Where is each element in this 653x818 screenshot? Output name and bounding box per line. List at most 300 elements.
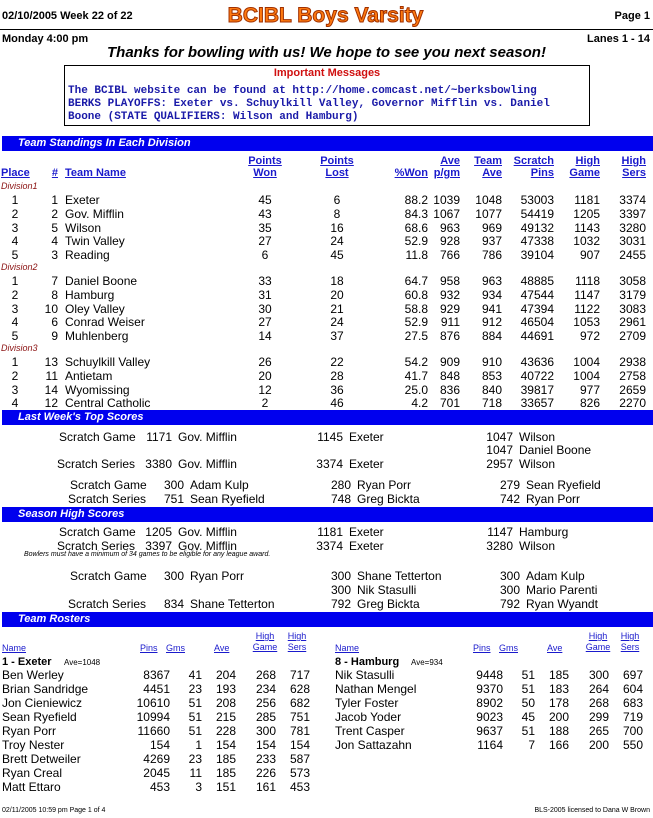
roster-player-stat: 154 [215, 738, 236, 752]
roster-player-stat: 200 [548, 710, 569, 724]
roster-player-stat: 682 [289, 696, 310, 710]
standings-header-pct: %Won [394, 167, 428, 179]
sh-team-series-score: 3397 [145, 539, 172, 553]
roster-header-hgame: High Game [252, 631, 278, 652]
roster-player-stat: 4269 [143, 752, 170, 766]
roster-player-stat: 587 [289, 752, 310, 766]
standings-cell-teamave: 912 [481, 315, 502, 330]
standings-cell-avepg: 848 [439, 368, 460, 383]
lw-ind-game-name: Adam Kulp [190, 478, 249, 492]
standings-cell-avepg: 836 [439, 382, 460, 397]
standings-cell-num: 11 [45, 368, 58, 383]
roster-player-stat: 268 [255, 668, 276, 682]
lw-team-series-score: 3380 [145, 457, 172, 471]
standings-header-lost: Points Lost [320, 155, 354, 179]
standings-cell-pct: 54.2 [404, 355, 428, 369]
standings-cell-won: 31 [258, 287, 272, 302]
standings-cell-hgame: 907 [579, 248, 600, 263]
standings-cell-pins: 54419 [520, 206, 554, 221]
season-high-section-bar: Season High Scores [2, 507, 653, 522]
sh-ind-series-score: 792 [330, 597, 351, 611]
sh-ind-game-name: Adam Kulp [526, 569, 585, 583]
standings-cell-hgame: 1205 [573, 206, 600, 221]
last-week-section-bar: Last Week's Top Scores [2, 410, 653, 425]
roster-player-stat: 453 [149, 780, 170, 794]
roster-header-ave: Ave [214, 643, 230, 653]
roster-player-stat: 51 [521, 668, 535, 682]
standings-cell-pins: 33657 [520, 396, 554, 411]
roster-player-stat: 234 [255, 682, 276, 696]
standings-cell-avepg: 876 [439, 329, 460, 344]
sh-ind-game-score: 300 [499, 569, 520, 583]
standings-cell-place: 1 [11, 274, 19, 288]
roster-header-hsers: High Sers [620, 631, 640, 652]
roster-player-stat: 51 [521, 724, 535, 738]
roster-player-stat: 1164 [477, 738, 503, 752]
standings-cell-hsers: 2938 [619, 355, 646, 369]
standings-header-avepg: Ave p/gm [433, 155, 460, 179]
roster-player-stat: 185 [548, 668, 569, 682]
roster-header-ave: Ave [547, 643, 563, 653]
lw-team-series-label: Scratch Series [57, 457, 136, 471]
standings-header-team: Team Name [65, 167, 126, 179]
roster-team-title: 1 - Exeter [2, 656, 52, 668]
roster-player-stat: 183 [548, 682, 569, 696]
rosters-section-bar: Team Rosters [2, 612, 653, 627]
sh-ind-game-label: Scratch Game [70, 569, 147, 583]
roster-player-name: Nathan Mengel [335, 682, 417, 696]
standings-cell-avepg: 1039 [433, 193, 460, 207]
standings-cell-pins: 44691 [520, 329, 554, 344]
roster-player-stat: 264 [588, 682, 609, 696]
standings-cell-teamave: 1048 [475, 193, 502, 207]
division-label: Division2 [1, 262, 38, 272]
standings-section-bar: Team Standings In Each Division [2, 136, 653, 151]
standings-cell-pins: 39104 [520, 248, 554, 263]
standings-cell-teamave: 910 [481, 355, 502, 369]
standings-cell-hgame: 972 [579, 329, 600, 344]
standings-cell-num: 2 [51, 206, 58, 221]
standings-cell-place: 2 [11, 206, 19, 221]
roster-player-stat: 7 [528, 738, 535, 752]
standings-cell-pct: 41.7 [404, 368, 428, 383]
roster-player-stat: 23 [188, 752, 202, 766]
sh-team-game-name: Exeter [349, 525, 384, 539]
lw-ind-series-score: 751 [163, 492, 184, 506]
roster-player-stat: 697 [622, 668, 643, 682]
standings-cell-teamave: 853 [481, 368, 502, 383]
standings-cell-hgame: 1053 [573, 315, 600, 330]
standings-cell-won: 12 [258, 382, 272, 397]
standings-cell-place: 4 [11, 396, 19, 411]
roster-header-pins: Pins [140, 643, 158, 653]
lanes: Lanes 1 - 14 [587, 33, 650, 45]
page-number: Page 1 [614, 10, 650, 22]
roster-player-stat: 204 [215, 668, 236, 682]
standings-cell-avepg: 963 [439, 220, 460, 235]
standings-cell-lost: 36 [330, 382, 344, 397]
standings-cell-pct: 25.0 [404, 382, 428, 397]
roster-player-stat: 700 [622, 724, 643, 738]
standings-cell-hgame: 1032 [573, 234, 600, 249]
standings-cell-hsers: 3058 [619, 274, 646, 288]
standings-cell-place: 4 [11, 315, 19, 330]
lw-team-game-label: Scratch Game [59, 430, 136, 444]
sh-team-series-score: 3374 [316, 539, 343, 553]
standings-cell-lost: 21 [330, 301, 344, 316]
roster-header-pins: Pins [473, 643, 491, 653]
standings-cell-num: 7 [51, 274, 58, 288]
roster-player-stat: 8367 [143, 668, 170, 682]
footer-license: BLS-2005 licensed to Dana W Brown [534, 807, 650, 814]
standings-cell-won: 27 [258, 315, 272, 330]
roster-player-stat: 208 [215, 696, 236, 710]
standings-cell-place: 3 [11, 220, 19, 235]
standings-cell-team: Reading [65, 248, 110, 263]
sh-ind-game-name: Ryan Porr [190, 569, 245, 583]
standings-cell-pct: 27.5 [404, 329, 428, 344]
standings-cell-pins: 40722 [520, 368, 554, 383]
roster-player-stat: 11 [189, 766, 202, 780]
roster-player-stat: 628 [289, 682, 310, 696]
roster-player-stat: 9448 [476, 668, 503, 682]
lw-team-game-score: 1047 [486, 443, 513, 457]
roster-player-name: Ben Werley [2, 668, 64, 682]
sh-team-series-name: Wilson [519, 539, 556, 553]
roster-player-stat: 51 [188, 696, 202, 710]
standings-cell-pins: 39817 [520, 382, 554, 397]
lw-ind-series-name: Ryan Porr [526, 492, 581, 506]
standings-cell-pins: 46504 [520, 315, 554, 330]
standings-cell-lost: 24 [330, 315, 344, 330]
roster-player-name: Ryan Creal [2, 766, 63, 780]
lw-team-series-score: 3374 [316, 457, 343, 471]
roster-player-stat: 285 [255, 710, 276, 724]
standings-cell-won: 20 [258, 368, 272, 383]
roster-player-stat: 185 [215, 752, 236, 766]
roster-player-stat: 2045 [143, 766, 170, 780]
sh-team-game-label: Scratch Game [59, 525, 136, 539]
roster-team-title: 8 - Hamburg [335, 656, 400, 668]
standings-cell-lost: 16 [330, 220, 344, 235]
standings-cell-hgame: 826 [579, 396, 600, 411]
standings-cell-avepg: 766 [439, 248, 460, 263]
standings-header-hgame: High Game [569, 155, 600, 179]
roster-player-stat: 1 [195, 738, 202, 752]
standings-cell-won: 26 [258, 355, 272, 369]
standings-cell-won: 6 [261, 248, 269, 263]
lw-team-game-name: Exeter [349, 430, 384, 444]
sh-ind-series-score: 792 [499, 597, 520, 611]
lw-ind-game-score: 300 [163, 478, 184, 492]
standings-cell-hsers: 3179 [619, 287, 646, 302]
standings-cell-place: 2 [11, 368, 19, 383]
standings-cell-place: 3 [11, 301, 19, 316]
standings-cell-teamave: 963 [481, 274, 502, 288]
standings-cell-avepg: 932 [439, 287, 460, 302]
standings-cell-place: 4 [11, 234, 19, 249]
sh-ind-series-name: Shane Tetterton [190, 597, 275, 611]
standings-cell-pct: 52.9 [404, 315, 428, 330]
standings-cell-lost: 37 [330, 329, 344, 344]
roster-player-stat: 573 [289, 766, 310, 780]
roster-player-stat: 751 [289, 710, 310, 724]
standings-cell-num: 4 [51, 234, 58, 249]
standings-cell-avepg: 701 [439, 396, 460, 411]
standings-cell-won: 45 [258, 193, 272, 207]
roster-player-stat: 265 [588, 724, 609, 738]
standings-cell-lost: 18 [330, 274, 344, 288]
sh-ind-game-name: Mario Parenti [526, 583, 598, 597]
standings-cell-pct: 60.8 [404, 287, 428, 302]
roster-player-stat: 154 [255, 738, 276, 752]
roster-player-stat: 268 [588, 696, 609, 710]
roster-player-name: Matt Ettaro [2, 780, 61, 794]
date-week: 02/10/2005 Week 22 of 22 [2, 10, 133, 22]
lw-ind-game-label: Scratch Game [70, 478, 147, 492]
standings-cell-avepg: 911 [440, 315, 460, 330]
standings-cell-team: Wilson [65, 220, 102, 235]
standings-header-place: Place [1, 167, 30, 179]
roster-player-stat: 228 [215, 724, 236, 738]
standings-cell-num: 9 [51, 329, 58, 344]
lw-ind-game-score: 279 [499, 478, 520, 492]
message-line: Boone (STATE QUALIFIERS: Wilson and Hamburg) [68, 111, 359, 123]
standings-cell-teamave: 840 [481, 382, 502, 397]
roster-player-name: Troy Nester [2, 738, 65, 752]
roster-player-stat: 683 [622, 696, 643, 710]
roster-player-stat: 717 [289, 668, 310, 682]
sh-team-series-score: 3280 [486, 539, 513, 553]
standings-cell-lost: 24 [330, 234, 344, 249]
important-messages-box [64, 65, 590, 126]
sh-ind-game-score: 300 [330, 569, 351, 583]
standings-cell-num: 12 [44, 396, 58, 411]
roster-player-name: Jacob Yoder [335, 710, 402, 724]
roster-player-stat: 9023 [476, 710, 503, 724]
standings-cell-won: 14 [258, 329, 272, 344]
standings-cell-team: Central Catholic [65, 396, 151, 411]
roster-player-name: Tyler Foster [335, 696, 399, 710]
standings-cell-teamave: 884 [481, 329, 502, 344]
division-label: Division3 [1, 343, 38, 353]
standings-cell-hgame: 1143 [574, 220, 600, 235]
roster-player-name: Brett Detweiler [2, 752, 81, 766]
standings-cell-pct: 58.8 [404, 301, 428, 316]
standings-cell-won: 27 [258, 234, 272, 249]
lw-ind-series-name: Greg Bickta [357, 492, 420, 506]
standings-cell-teamave: 934 [481, 287, 502, 302]
roster-player-stat: 9370 [476, 682, 503, 696]
standings-cell-hsers: 3397 [619, 206, 646, 221]
standings-cell-lost: 22 [330, 355, 344, 369]
standings-cell-avepg: 909 [439, 355, 460, 369]
sh-team-game-name: Hamburg [519, 525, 569, 539]
roster-player-stat: 781 [289, 724, 310, 738]
standings-cell-hgame: 1147 [574, 287, 600, 302]
roster-player-stat: 453 [289, 780, 310, 794]
sh-ind-series-score: 834 [163, 597, 184, 611]
standings-cell-place: 1 [11, 355, 19, 369]
message-line: The BCIBL website can be found at http://home.comcast.net/~berksbowling [68, 85, 537, 97]
standings-cell-team: Twin Valley [65, 234, 125, 249]
standings-cell-hgame: 1004 [573, 355, 600, 369]
tagline: Thanks for bowling with us! We hope to see you next season! [107, 44, 546, 61]
roster-player-stat: 226 [255, 766, 276, 780]
standings-cell-avepg: 928 [439, 234, 460, 249]
roster-header-gms: Gms [499, 643, 518, 653]
standings-cell-hsers: 2455 [619, 248, 646, 263]
roster-header-name: Name [2, 643, 27, 653]
standings-cell-teamave: 941 [481, 301, 502, 316]
roster-player-stat: 51 [188, 724, 202, 738]
standings-cell-num: 14 [44, 382, 58, 397]
standings-cell-hsers: 3280 [619, 220, 646, 235]
roster-player-stat: 161 [255, 780, 276, 794]
lw-team-series-name: Gov. Mifflin [178, 457, 237, 471]
standings-header-pins: Scratch Pins [513, 155, 554, 179]
standings-header-hsers: High Sers [621, 155, 646, 179]
roster-player-stat: 3 [195, 780, 202, 794]
sh-ind-game-name: Shane Tetterton [357, 569, 442, 583]
roster-player-stat: 233 [255, 752, 276, 766]
lw-team-series-score: 2957 [486, 457, 513, 471]
standings-cell-hsers: 2709 [619, 329, 646, 344]
lw-team-game-score: 1047 [486, 430, 513, 444]
standings-cell-teamave: 1077 [475, 206, 502, 221]
sh-team-game-score: 1147 [487, 525, 513, 539]
sh-ind-series-name: Ryan Wyandt [526, 597, 598, 611]
footer-timestamp: 02/11/2005 10:59 pm Page 1 of 4 [2, 807, 106, 814]
standings-cell-won: 33 [258, 274, 272, 288]
roster-player-stat: 10994 [136, 710, 170, 724]
standings-cell-team: Exeter [65, 193, 100, 207]
standings-cell-won: 43 [258, 206, 272, 221]
sh-ind-game-score: 300 [163, 569, 184, 583]
standings-cell-avepg: 929 [439, 301, 460, 316]
sh-team-game-name: Gov. Mifflin [178, 525, 237, 539]
roster-player-name: Sean Ryefield [2, 710, 77, 724]
roster-player-stat: 4451 [143, 682, 170, 696]
messages-title: Important Messages [273, 67, 381, 79]
standings-cell-hsers: 3031 [619, 234, 646, 249]
league-title: BCIBL Boys Varsity [227, 4, 424, 27]
standings-cell-team: Antietam [65, 368, 113, 383]
roster-player-name: Brian Sandridge [2, 682, 89, 696]
roster-player-stat: 41 [188, 668, 202, 682]
standings-cell-pins: 43636 [520, 355, 554, 369]
standings-cell-place: 1 [11, 193, 19, 207]
standings-cell-hsers: 2270 [619, 396, 646, 411]
standings-cell-num: 1 [51, 193, 58, 207]
roster-player-stat: 256 [255, 696, 276, 710]
standings-cell-pins: 47544 [520, 287, 554, 302]
standings-cell-teamave: 718 [481, 396, 502, 411]
roster-player-stat: 11660 [137, 724, 170, 738]
standings-cell-pct: 4.2 [411, 396, 428, 411]
lw-ind-game-name: Ryan Porr [357, 478, 412, 492]
roster-player-stat: 719 [622, 710, 643, 724]
lw-ind-game-score: 280 [330, 478, 351, 492]
roster-player-stat: 193 [215, 682, 236, 696]
standings-cell-hgame: 1122 [574, 301, 600, 316]
lw-ind-game-name: Sean Ryefield [526, 478, 601, 492]
standings-cell-hsers: 2961 [619, 315, 646, 330]
roster-player-name: Jon Cieniewicz [2, 696, 83, 710]
standings-cell-pct: 88.2 [404, 193, 428, 207]
roster-player-name: Jon Sattazahn [335, 738, 412, 752]
standings-cell-pins: 47338 [520, 234, 554, 249]
standings-cell-num: 6 [51, 315, 58, 330]
sh-team-game-score: 1181 [317, 525, 343, 539]
lw-ind-series-label: Scratch Series [68, 492, 147, 506]
roster-player-stat: 178 [548, 696, 569, 710]
sh-team-series-name: Exeter [349, 539, 384, 553]
standings-header-won: Points Won [248, 155, 282, 179]
roster-team-ave: Ave=1048 [64, 658, 101, 667]
standings-cell-hsers: 3374 [619, 193, 646, 207]
division-label: Division1 [1, 181, 38, 191]
standings-cell-team: Conrad Weiser [65, 315, 145, 330]
roster-player-stat: 8902 [476, 696, 503, 710]
roster-player-stat: 154 [289, 738, 310, 752]
standings-cell-hgame: 1004 [573, 368, 600, 383]
roster-player-stat: 9637 [476, 724, 503, 738]
standings-cell-avepg: 1067 [433, 206, 460, 221]
standings-cell-num: 10 [44, 301, 58, 316]
roster-player-stat: 188 [548, 724, 569, 738]
roster-player-stat: 166 [548, 738, 569, 752]
roster-player-stat: 10610 [136, 696, 170, 710]
standings-cell-team: Oley Valley [65, 301, 125, 316]
roster-player-stat: 51 [188, 710, 202, 724]
lw-team-series-name: Exeter [349, 457, 384, 471]
lw-team-game-score: 1171 [146, 430, 172, 444]
sh-ind-game-score: 300 [499, 583, 520, 597]
roster-header-hsers: High Sers [287, 631, 307, 652]
message-line: BERKS PLAYOFFS: Exeter vs. Schuylkill Valley, Governor Mifflin vs. Daniel [68, 98, 550, 110]
standings-cell-team: Muhlenberg [65, 329, 129, 344]
roster-player-stat: 200 [588, 738, 609, 752]
day-time: Monday 4:00 pm [2, 33, 89, 45]
sh-ind-series-name: Greg Bickta [357, 597, 420, 611]
standings-cell-hgame: 1118 [575, 274, 600, 288]
standings-cell-pct: 64.7 [404, 274, 428, 288]
standings-cell-hsers: 3083 [619, 301, 646, 316]
standings-cell-won: 2 [261, 396, 269, 411]
roster-header-name: Name [335, 643, 360, 653]
standings-cell-won: 30 [258, 301, 272, 316]
standings-cell-team: Daniel Boone [65, 274, 138, 288]
roster-player-name: Trent Casper [335, 724, 405, 738]
standings-cell-lost: 8 [333, 206, 341, 221]
lw-team-game-name: Daniel Boone [519, 443, 592, 457]
lw-team-game-name: Gov. Mifflin [178, 430, 237, 444]
standings-cell-num: 13 [44, 355, 58, 369]
standings-cell-hsers: 2659 [619, 382, 646, 397]
sh-ind-game-name: Nik Stasulli [357, 583, 417, 597]
roster-player-stat: 151 [215, 780, 236, 794]
standings-cell-pins: 49132 [520, 220, 554, 235]
roster-player-stat: 185 [215, 766, 236, 780]
standings-cell-teamave: 937 [481, 234, 502, 249]
standings-cell-avepg: 958 [439, 274, 460, 288]
standings-header-num: # [51, 167, 58, 179]
standings-cell-lost: 46 [330, 396, 344, 411]
standings-header-teamave: Team Ave [474, 155, 502, 179]
sh-ind-game-score: 300 [330, 583, 351, 597]
roster-player-stat: 51 [521, 682, 535, 696]
